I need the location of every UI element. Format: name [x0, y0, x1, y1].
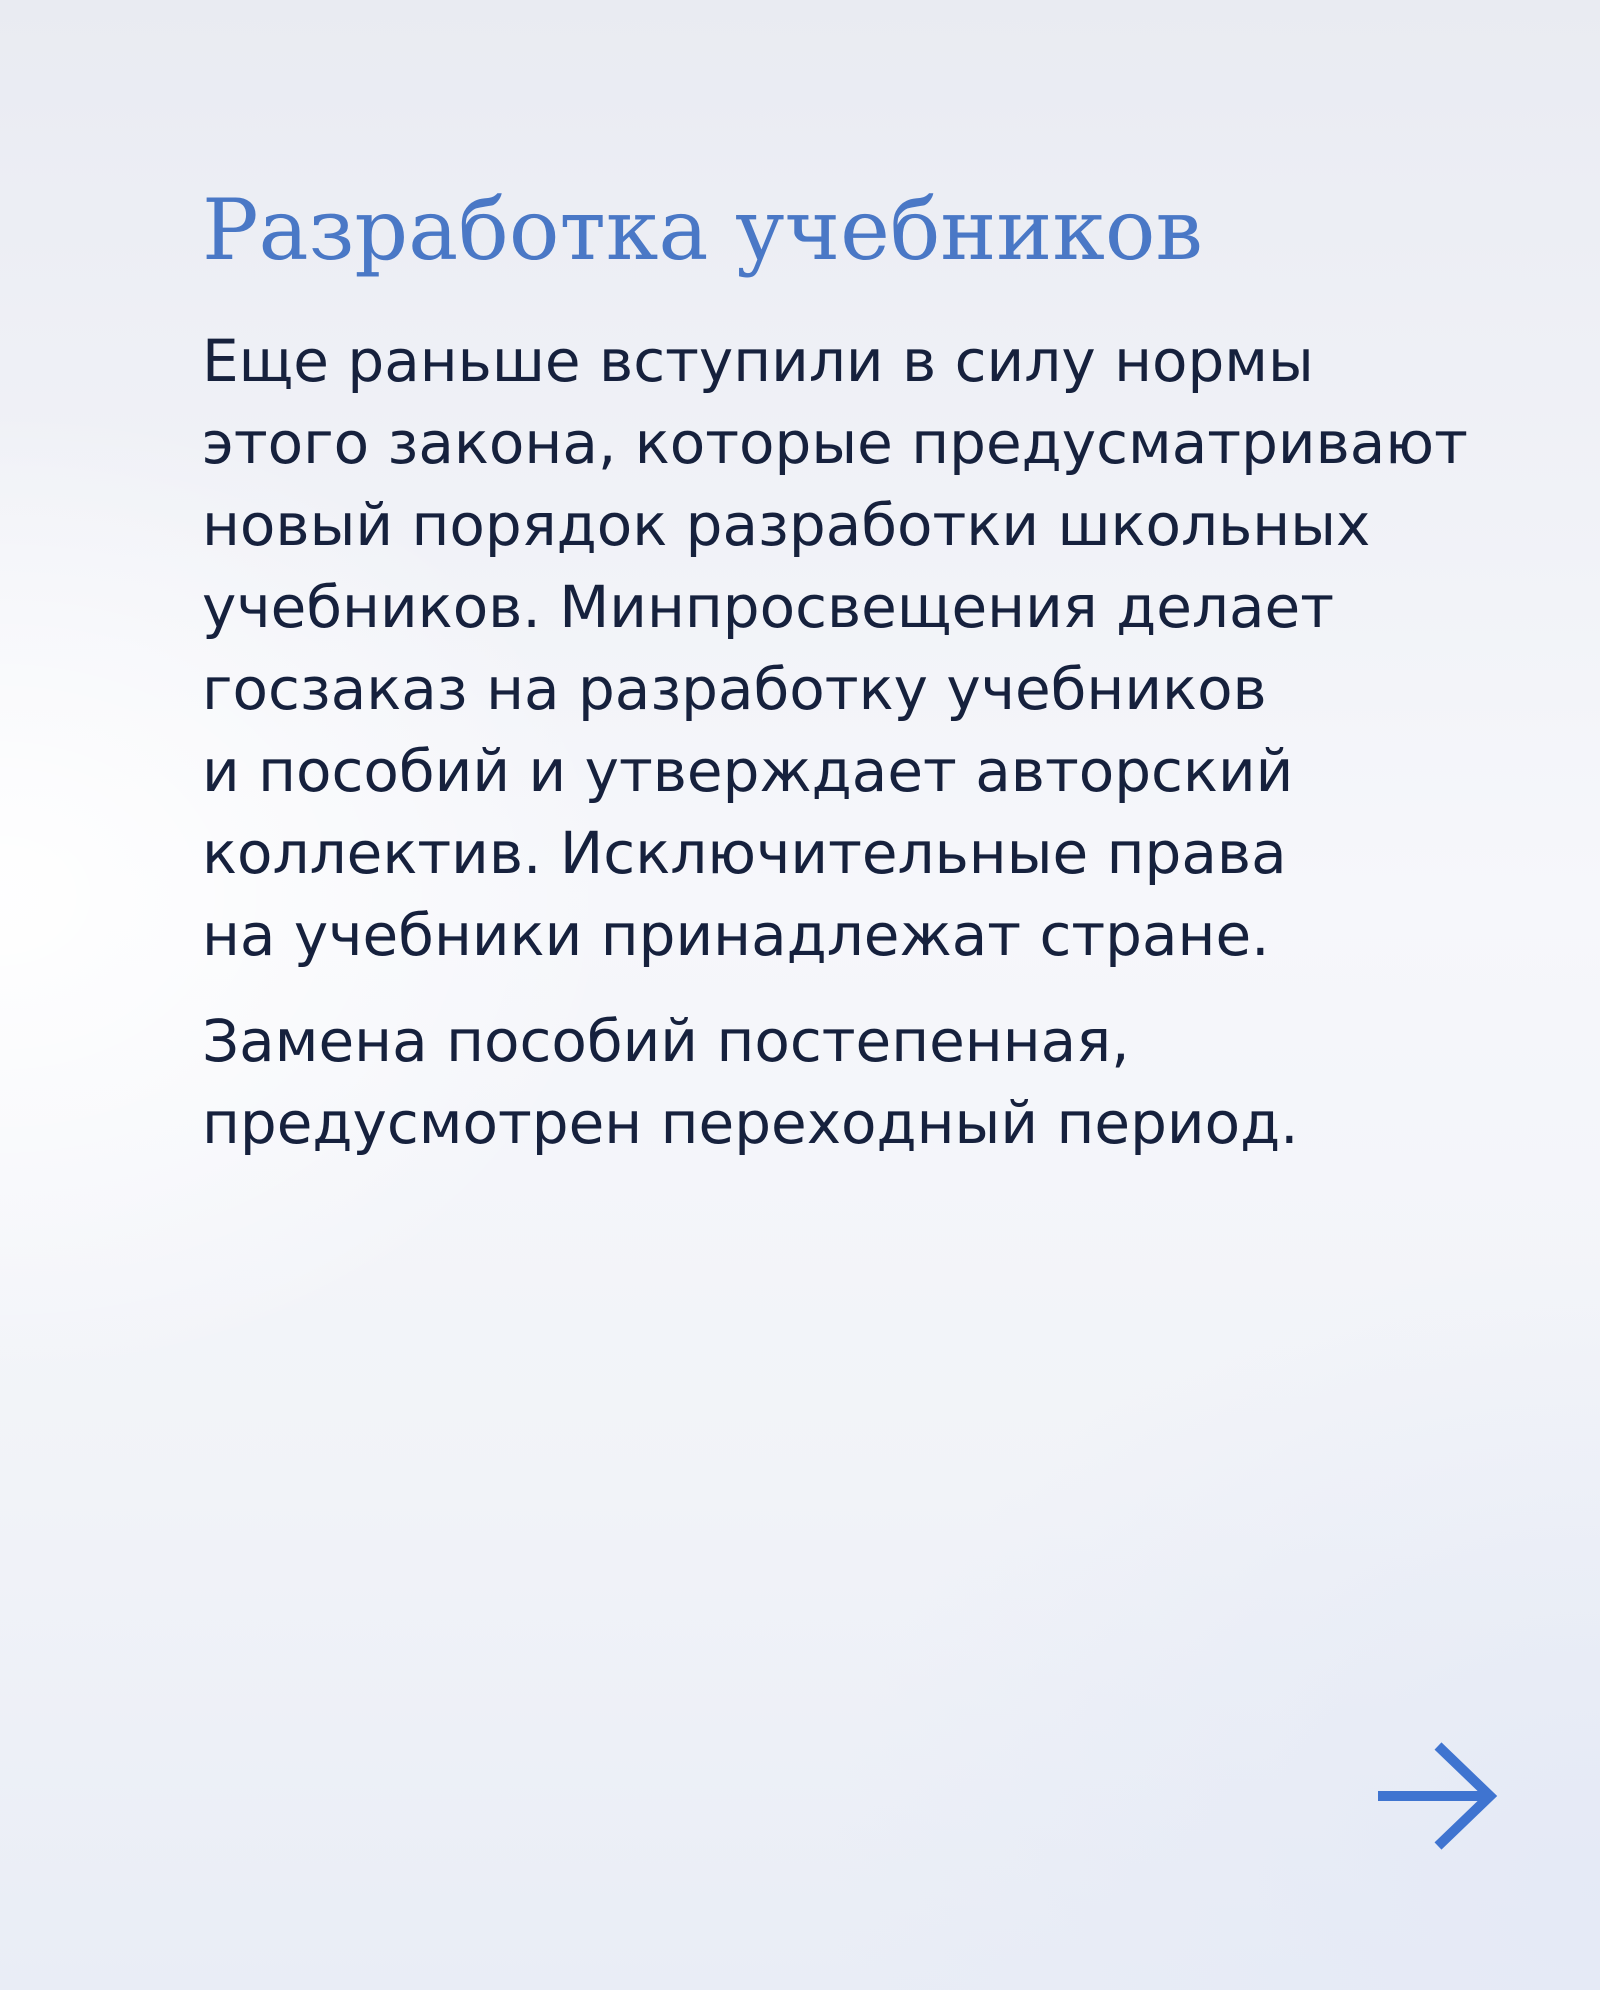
paragraph-line: предусмотрен переходный период. — [202, 1089, 1299, 1157]
paragraph-line: коллектив. Исключительные права — [202, 819, 1287, 887]
paragraph-line: госзаказ на разработку учебников — [202, 655, 1267, 723]
paragraph-line: новый порядок разработки школьных — [202, 491, 1371, 559]
paragraph-line: этого закона, которые предусматривают — [202, 409, 1468, 477]
paragraph-line: Замена пособий постепенная, — [202, 1007, 1130, 1075]
paragraph-line: и пособий и утверждает авторский — [202, 737, 1294, 805]
paragraph-line: Еще раньше вступили в силу нормы — [202, 327, 1314, 395]
slide-body — [202, 320, 1522, 1164]
slide-title: Разработка учебников — [202, 181, 1203, 279]
paragraph-textbook-development — [202, 320, 1522, 976]
paragraph-line: на учебники принадлежат стране. — [202, 901, 1270, 969]
next-slide-button[interactable] — [1372, 1738, 1502, 1854]
paragraph-transition-period — [202, 1000, 1522, 1164]
arrow-right-icon — [1372, 1738, 1502, 1854]
paragraph-line: учебников. Минпросвещения делает — [202, 573, 1334, 641]
